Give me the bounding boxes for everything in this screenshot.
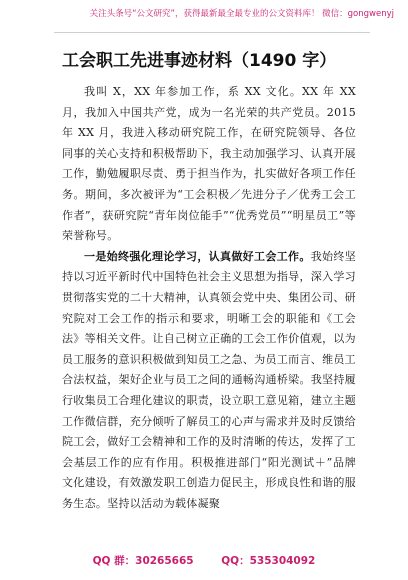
paragraph-heading: 一是始终强化理论学习，认真做好工会工作。 [84, 249, 311, 263]
qq-contact-text: QQ：535304092 [221, 555, 316, 567]
paragraph-theory-study [62, 247, 356, 515]
header-divider [54, 32, 370, 33]
promo-banner: 关注头条号“公文研究”，获得最新最全最专业的公文资料库！ 微信：gongwenyj [89, 9, 394, 19]
paragraph-text: 我始终坚持以习近平新时代中国特色社会主义思想为指导，深入学习贯彻落实党的二十大精神，认真领会党中央、集团公司、研究院对工会工作的指示和要求，明晰工会的职能和《工会法》等相关文件。让自己树立正确的工会工作价值观，以为员工服务的意识积极做到知员工之急、为员工而言、维员工合法权益，架好企业与员工之间的通畅沟通桥梁。我坚持履行收集员工合理化建议的职责，设立职工意见箱，建立主题工作微信群，充分倾听了解员工的心声与需求并及时反馈给院工会，做好工会精神和工作的及时清晰的传达，发挥了工会基层工作的应有作用。积极推进部门“阳光测试＋”品牌文化建设，有效激发职工创造力促民主，形成良性和谐的服务生态。坚持以活动为载体凝聚 [62, 249, 357, 510]
qq-group-text: QQ 群：30265665 [92, 555, 194, 567]
paragraph-intro: 我叫 X，XX 年参加工作，系 XX 文化。XX 年 XX 月，我加入中国共产党，成为一名光荣的共产党员。2015 年 XX 月，我进入移动研究院工作，在研究院领导、各位同事的关心支持和积极帮助下，我主动加强学习、认真开展工作，勤勉履职尽责、勇于担当作为，扎实做好各项工作任务。期间，多次被评为“工会积极／先进分子／优秀工会工作者”，获研究院“青年岗位能手”“优秀党员”“明星员工”等荣誉称号。 [62, 85, 356, 243]
document-title: 工会职工先进事迹材料（1490 字） [62, 51, 337, 71]
document-body [62, 50, 356, 514]
contact-footer [0, 553, 408, 568]
